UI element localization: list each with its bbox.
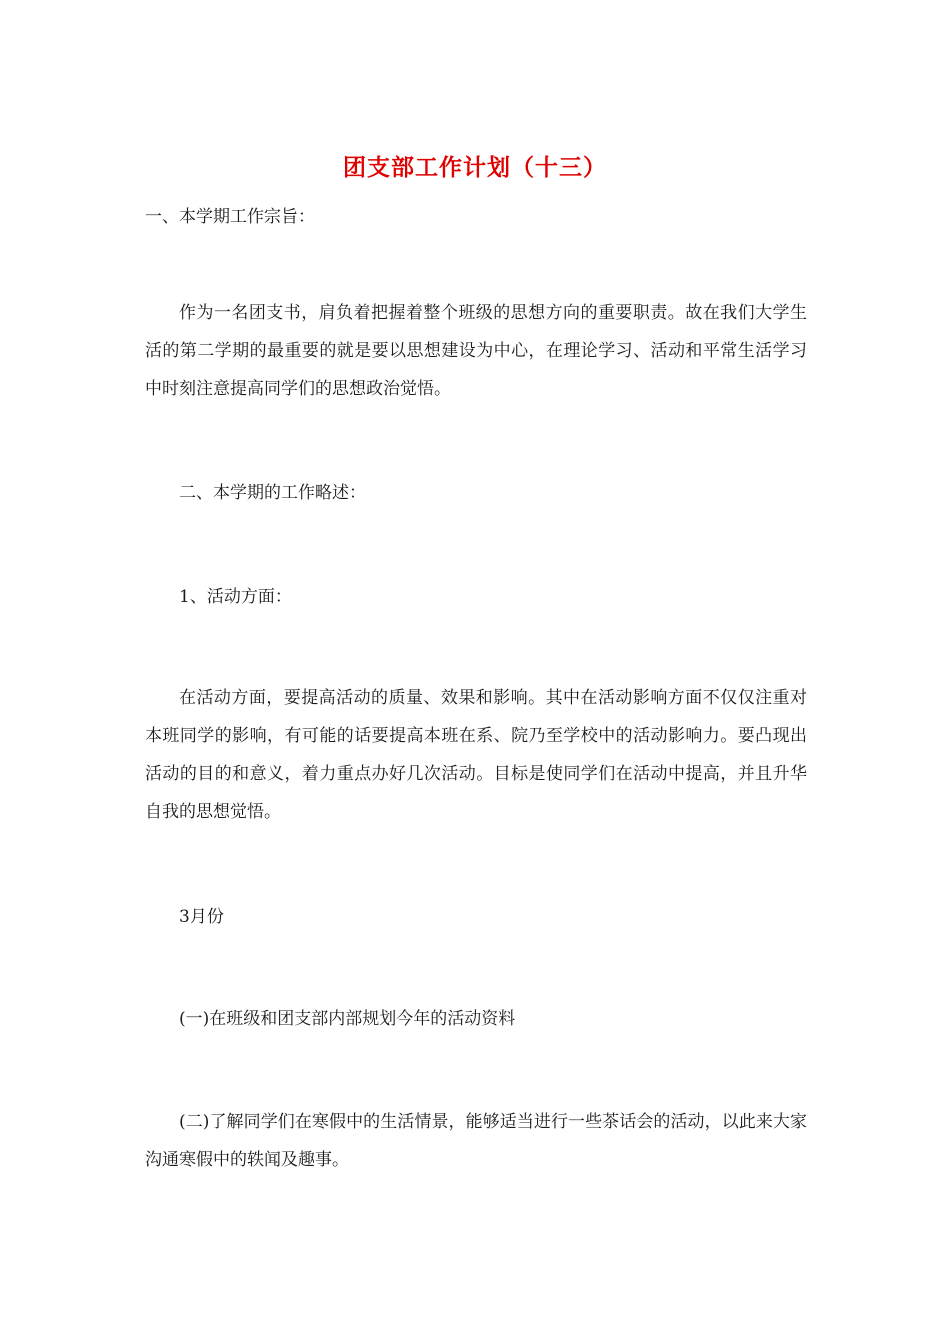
task-item-1: (一)在班级和团支部内部规划今年的活动资料 [179,1009,516,1029]
item1-paragraph: 在活动方面，要提高活动的质量、效果和影响。其中在活动影响方面不仅仅注重对本班同学的影响，有可能的话要提高本班在系、院乃至学校中的活动影响力。要凸现出活动的目的和意义，着力重点办好几次活动。目标是使同学们在活动中提高，并且升华自我的思想觉悟。 [145,688,807,822]
item1-heading: 1、活动方面： [179,587,292,607]
task-item-2: (二)了解同学们在寒假中的生活情景，能够适当进行一些茶话会的活动，以此来大家沟通寒假中的轶闻及趣事。 [145,1112,807,1170]
section1-heading: 一、本学期工作宗旨： [145,207,315,227]
document-title: 团支部工作计划（十三） [343,154,607,181]
month-heading: 3月份 [179,907,224,927]
section1-paragraph: 作为一名团支书，肩负着把握着整个班级的思想方向的重要职责。故在我们大学生活的第二学期的最重要的就是要以思想建设为中心，在理论学习、活动和平常生活学习中时刻注意提高同学们的思想政治觉悟。 [145,303,807,399]
section2-heading: 二、本学期的工作略述： [179,483,366,503]
